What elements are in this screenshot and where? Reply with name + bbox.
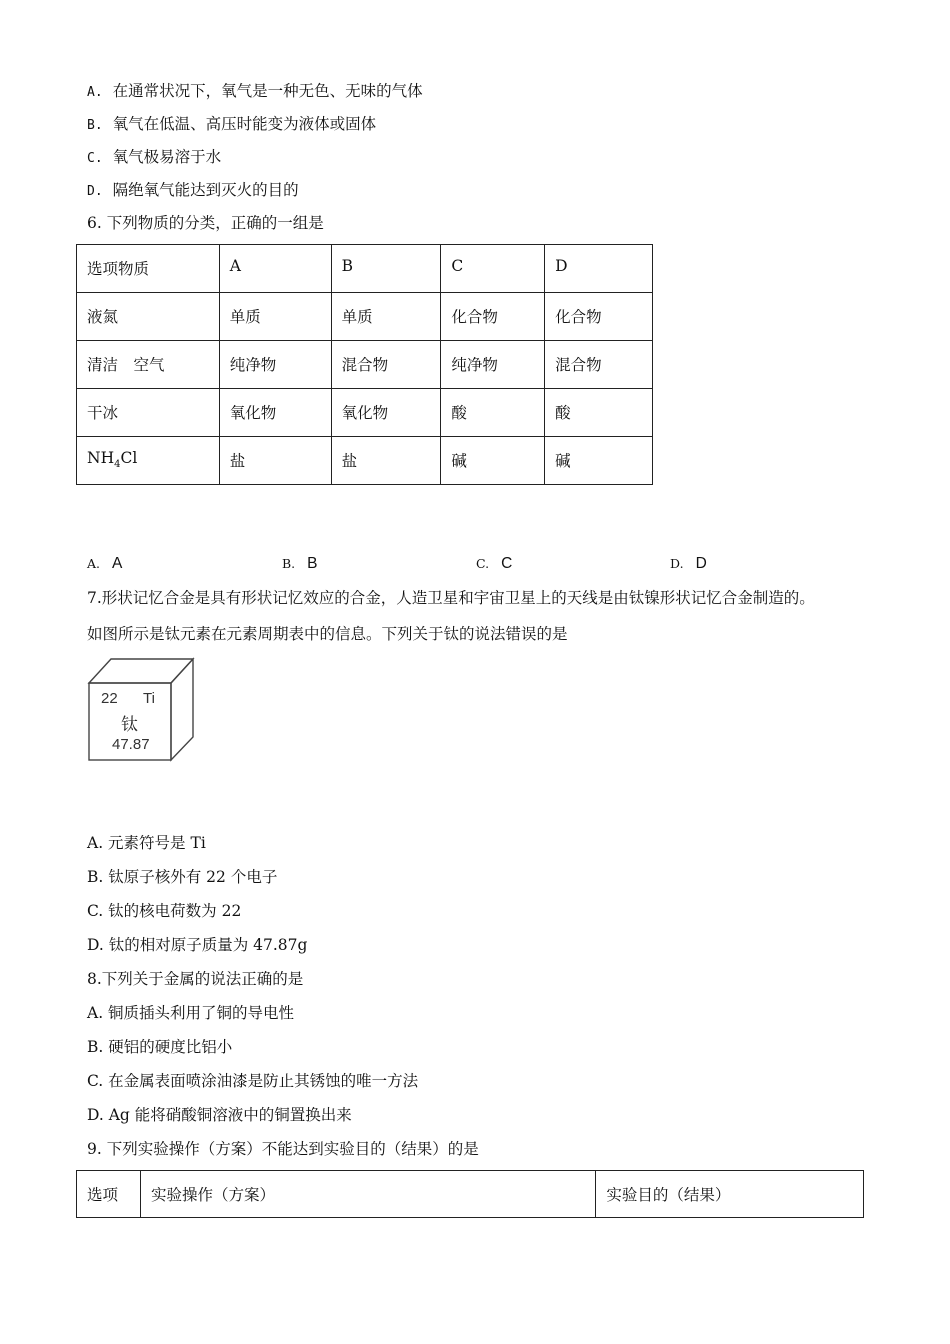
table-cell: 单质 bbox=[219, 293, 331, 341]
table-cell: 纯净物 bbox=[441, 341, 545, 389]
q7-option-a: A. 元素符号是 Ti bbox=[87, 834, 206, 852]
table-cell: 干冰 bbox=[77, 389, 220, 437]
table-cell: B bbox=[331, 245, 441, 293]
table-cell: C bbox=[441, 245, 545, 293]
table-row bbox=[77, 341, 653, 389]
table-cell: 氧化物 bbox=[219, 389, 331, 437]
element-atomic-number: 22 bbox=[101, 690, 118, 707]
table-cell: D bbox=[545, 245, 653, 293]
q6-option-c: C. C bbox=[476, 555, 513, 572]
table-row bbox=[77, 389, 653, 437]
table-cell: 酸 bbox=[441, 389, 545, 437]
q9-table bbox=[76, 1170, 864, 1218]
q7-stem-line1: 7.形状记忆合金是具有形状记忆效应的合金，人造卫星和宇宙卫星上的天线是由钛镍形状记忆合金制造的。 bbox=[87, 589, 815, 607]
q7-stem-line2: 如图所示是钛元素在元素周期表中的信息。下列关于钛的说法错误的是 bbox=[87, 625, 568, 643]
q6-option-a: A. A bbox=[87, 555, 123, 572]
table-cell: 碱 bbox=[545, 437, 653, 485]
element-symbol: Ti bbox=[143, 690, 155, 707]
q5-option-b: B. 氧气在低温、高压时能变为液体或固体 bbox=[87, 115, 377, 133]
table-cell: A bbox=[219, 245, 331, 293]
q8-option-d: D. Ag 能将硝酸铜溶液中的铜置换出来 bbox=[87, 1106, 352, 1124]
q8-stem: 8.下列关于金属的说法正确的是 bbox=[87, 970, 304, 988]
table-cell: 液氮 bbox=[77, 293, 220, 341]
table-cell: 盐 bbox=[219, 437, 331, 485]
table-cell: 实验操作（方案） bbox=[140, 1171, 595, 1218]
table-row bbox=[77, 293, 653, 341]
table-cell: 混合物 bbox=[545, 341, 653, 389]
table-cell-nh4cl: $NH_4Cl$ bbox=[77, 437, 220, 485]
q6-table bbox=[76, 244, 653, 485]
table-cell: 混合物 bbox=[331, 341, 441, 389]
table-cell: 选项物质 bbox=[77, 245, 220, 293]
table-row bbox=[77, 245, 653, 293]
table-cell: 纯净物 bbox=[219, 341, 331, 389]
table-cell: 碱 bbox=[441, 437, 545, 485]
q8-option-a: A. 铜质插头利用了铜的导电性 bbox=[87, 1004, 295, 1022]
table-cell: 化合物 bbox=[545, 293, 653, 341]
table-cell: 氧化物 bbox=[331, 389, 441, 437]
table-cell: 酸 bbox=[545, 389, 653, 437]
table-row bbox=[77, 437, 653, 485]
q7-option-d: D. 钛的相对原子质量为 47.87g bbox=[87, 936, 308, 954]
q5-option-c: C. 氧气极易溶于水 bbox=[87, 148, 222, 166]
q6-stem: 6. 下列物质的分类，正确的一组是 bbox=[87, 214, 324, 232]
periodic-element-card bbox=[87, 657, 195, 763]
q5-option-a: A. 在通常状况下，氧气是一种无色、无味的气体 bbox=[87, 82, 423, 100]
table-cell: 单质 bbox=[331, 293, 441, 341]
table-cell: 选项 bbox=[77, 1171, 141, 1218]
q9-stem: 9. 下列实验操作（方案）不能达到实验目的（结果）的是 bbox=[87, 1140, 479, 1158]
q8-option-c: C. 在金属表面喷涂油漆是防止其锈蚀的唯一方法 bbox=[87, 1072, 419, 1090]
q8-option-b: B. 硬铝的硬度比铝小 bbox=[87, 1038, 233, 1056]
table-row bbox=[77, 1171, 864, 1218]
table-cell: 实验目的（结果） bbox=[596, 1171, 864, 1218]
q6-option-d: D. D bbox=[670, 555, 707, 572]
element-name: 钛 bbox=[121, 715, 138, 735]
q7-option-b: B. 钛原子核外有 22 个电子 bbox=[87, 868, 278, 886]
q5-option-d: D. 隔绝氧气能达到灭火的目的 bbox=[87, 181, 299, 199]
table-cell: 化合物 bbox=[441, 293, 545, 341]
table-cell: 盐 bbox=[331, 437, 441, 485]
q6-option-b: B. B bbox=[282, 555, 318, 572]
table-cell: 清洁 空气 bbox=[77, 341, 220, 389]
element-atomic-mass: 47.87 bbox=[112, 736, 150, 753]
q7-option-c: C. 钛的核电荷数为 22 bbox=[87, 902, 242, 920]
